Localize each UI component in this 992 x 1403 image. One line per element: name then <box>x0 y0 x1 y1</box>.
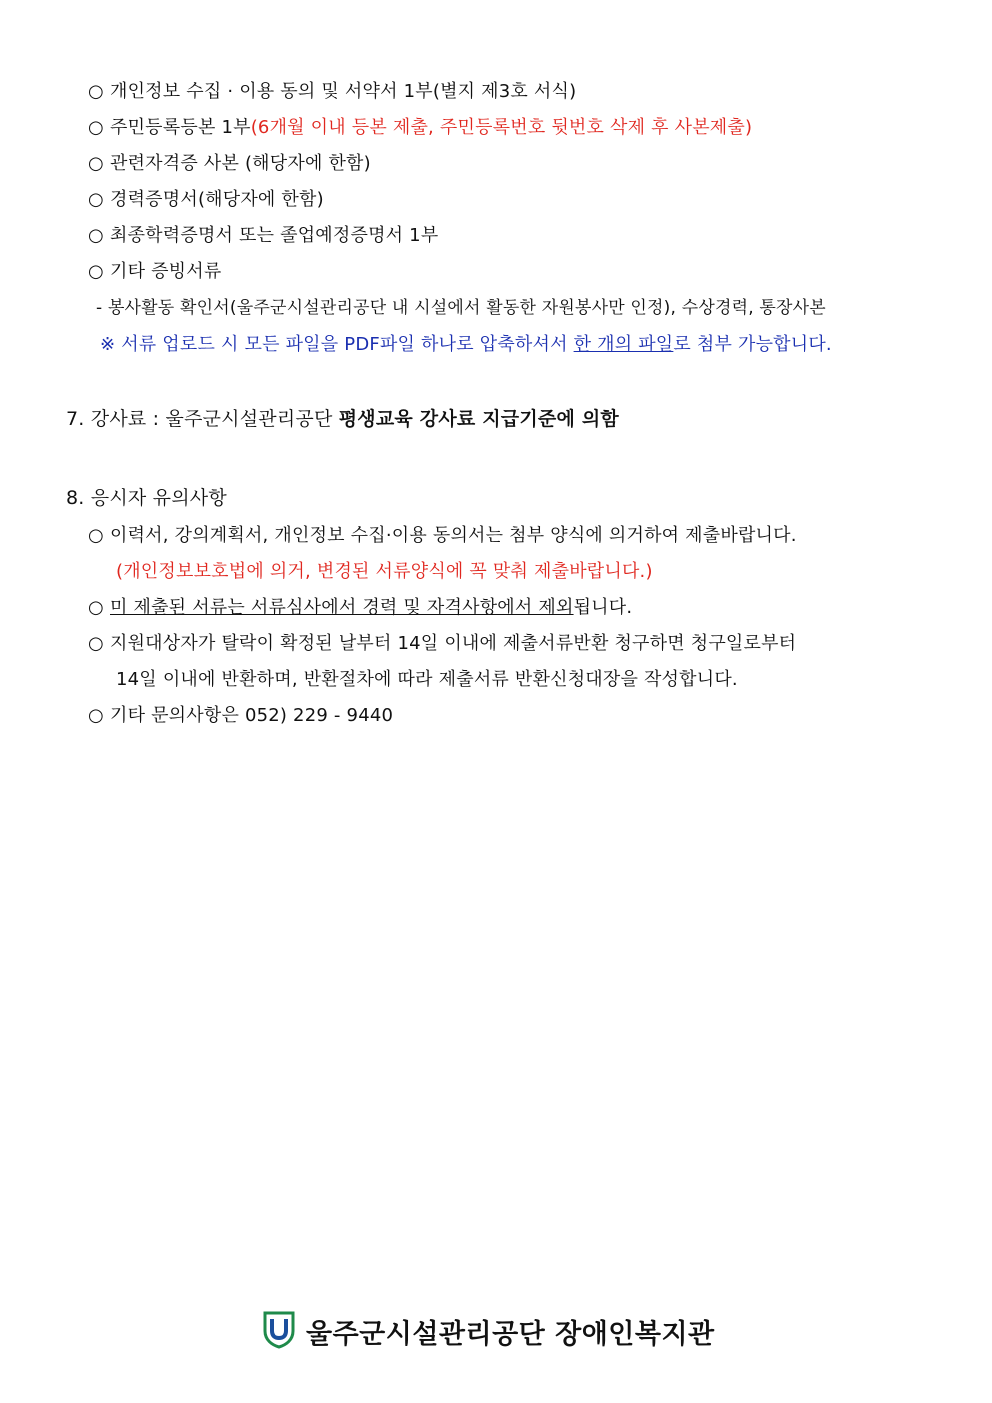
circle-bullet-icon: ○ <box>88 261 104 282</box>
footer-org <box>262 1309 715 1353</box>
list-item: ○ 기타 증빙서류 <box>88 261 222 282</box>
circle-bullet-icon: ○ <box>88 525 104 546</box>
circle-bullet-icon: ○ <box>88 117 104 138</box>
circle-bullet-icon: ○ <box>88 633 104 654</box>
list-item: ○ 주민등록등본 1부(6개월 이내 등본 제출, 주민등록번호 뒷번호 삭제 후 사본제출) <box>88 117 753 138</box>
list-item: ○ 경력증명서(해당자에 한함) <box>88 189 324 210</box>
circle-bullet-icon: ○ <box>88 705 104 726</box>
list-item: ○ 기타 문의사항은 052) 229 - 9440 <box>88 705 394 726</box>
privacy-note: (개인정보보호법에 의거, 변경된 서류양식에 꼭 맞춰 제출바랍니다.) <box>116 561 653 582</box>
list-item: ○ 개인정보 수집 · 이용 동의 및 서약서 1부(별지 제3호 서식) <box>88 81 577 102</box>
sub-list-item: - 봉사활동 확인서(울주군시설관리공단 내 시설에서 활동한 자원봉사만 인정), 수상경력, 통장사본 <box>96 298 826 318</box>
footer-org-name: 울주군시설관리공단 장애인복지관 <box>306 1318 715 1350</box>
circle-bullet-icon: ○ <box>88 81 104 102</box>
circle-bullet-icon: ○ <box>88 189 104 210</box>
list-item: ○ 관련자격증 사본 (해당자에 한함) <box>88 153 371 174</box>
upload-note: ※ 서류 업로드 시 모든 파일을 PDF파일 하나로 압축하셔서 한 개의 파일로 첨부 가능합니다. <box>100 334 832 355</box>
list-item: ○ 미 제출된 서류는 서류심사에서 경력 및 자격사항에서 제외됩니다. <box>88 597 633 618</box>
section-7-lecture-fee: 7. 강사료 : 울주군시설관리공단 평생교육 강사료 지급기준에 의함 <box>66 408 619 430</box>
list-item: ○ 이력서, 강의계획서, 개인정보 수집·이용 동의서는 첨부 양식에 의거하여 제출바랍니다. <box>88 525 797 546</box>
circle-bullet-icon: ○ <box>88 153 104 174</box>
circle-bullet-icon: ○ <box>88 597 104 618</box>
list-item: ○ 지원대상자가 탈락이 확정된 날부터 14일 이내에 제출서류반환 청구하면 청구일로부터 <box>88 633 797 654</box>
section-8-title: 8. 응시자 유의사항 <box>66 487 227 509</box>
list-item: ○ 최종학력증명서 또는 졸업예정증명서 1부 <box>88 225 439 246</box>
list-item-continuation: 14일 이내에 반환하며, 반환절차에 따라 제출서류 반환신청대장을 작성합니다. <box>116 669 738 690</box>
ulju-facilities-logo-icon <box>262 1309 296 1353</box>
circle-bullet-icon: ○ <box>88 225 104 246</box>
